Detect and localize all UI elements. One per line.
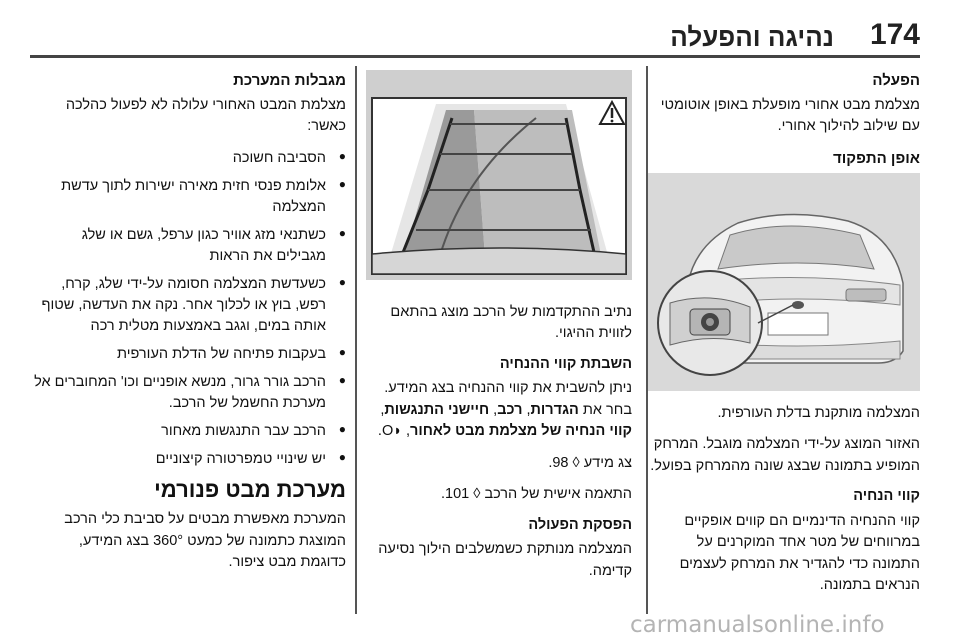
- camera-caption: המצלמה מותקנת בדלת העורפית.: [717, 404, 920, 421]
- menu-park-assist: חיישני התנגשות: [384, 401, 490, 418]
- separator: ,: [522, 401, 531, 418]
- arrow-icon: ◗: [393, 423, 402, 440]
- deactivate-guidelines-paragraph: [366, 378, 632, 442]
- middle-column: [366, 70, 632, 592]
- running-title: נהיגה והפעלה: [670, 22, 834, 52]
- path-caption: נתיב ההתקדמות של הרכב מוצג בהתאם לזווית ההיגוי.: [390, 304, 632, 342]
- deactivate-text: ניתן להשבית את קווי ההנחיה בצג המידע. בחר את: [384, 380, 632, 418]
- section-title-function: אופן התפקוד: [833, 149, 920, 167]
- section-title-operation: הפעלה: [872, 72, 920, 89]
- panoramic-view-title: מערכת מבט פנורמי: [154, 477, 346, 503]
- list-item: ● הרכב עבר התנגשות מאחור: [30, 421, 346, 442]
- list-item: ● הרכב גורר גרור, מנשא אופניים וכו' המחוברים אל מערכת החשמל של הרכב.: [30, 372, 346, 414]
- toggle-off-icon: O: [381, 423, 394, 440]
- camera-area-paragraph: האזור המוצג על-ידי המצלמה מוגבל. המרחק המופיע בתמונה שבצג שונה מהמרחק בפועל.: [650, 436, 920, 474]
- personalization-reference: התאמה אישית של הרכב ◊ 101.: [440, 486, 632, 503]
- right-column: [648, 70, 920, 607]
- menu-vehicle: רכב: [497, 401, 523, 418]
- menu-settings: הגדרות: [530, 401, 579, 418]
- limitations-list: [30, 148, 346, 470]
- intro-paragraph: מצלמת מבט אחורי מופעלת באופן אוטומטי עם שילוב להילוך אחורי.: [660, 97, 920, 135]
- list-item: ● כשתנאי מזג אוויר כגון ערפל, גשם או שלג מגבילים את הראות: [30, 225, 346, 267]
- separator: ,: [489, 401, 498, 418]
- guidelines-paragraph: קווי ההנחיה הדינמיים הם קווים אופקיים במרווחים של מטר אחד המוקרנים על התמונה כדי להגדיר את המרחק לעצמים הנראים בתמונה.: [679, 512, 920, 594]
- deactivation-title: הפסקת הפעולה: [528, 516, 632, 533]
- left-column: [30, 70, 346, 583]
- list-item: ● אלומת פנסי חזית מאירה ישירות לתוך עדשת המצלמה: [30, 176, 346, 218]
- list-item: ● הסביבה חשוכה: [30, 148, 346, 169]
- rear-camera-location-illustration: [648, 173, 920, 391]
- menu-rear-camera-guidelines: קווי הנחיה של מצלמת מבט לאחור: [410, 423, 632, 440]
- page-header: [30, 18, 920, 58]
- panoramic-view-paragraph: המערכת מאפשרת מבטים על סביבת כלי הרכב המוצגת כתמונה של כמעט 360° בצג המידע, כדוגמת מבט ציפור.: [64, 511, 346, 571]
- page-number: 174: [869, 18, 920, 51]
- deactivate-guidelines-title: השבתת קווי ההנחיה: [499, 355, 632, 372]
- deactivation-paragraph: המצלמה מנותקת כשמשלבים הילוך נסיעה קדימה.: [378, 541, 632, 579]
- list-item: ● כשעדשת המצלמה חסומה על-ידי שלג, קרח, רפש, בוץ או לכלוך אחר. נקה את העדשה, שטוף אותה במים, וגגב באמצעות מטלית רכה: [30, 274, 346, 337]
- system-limits-intro: מצלמת המבט האחורי עלולה לא לפעול כהלכה כאשר:: [65, 97, 346, 135]
- info-display-reference: צג מידע ◊ 98.: [548, 454, 632, 471]
- list-item: ● בעקבות פתיחה של הדלת העורפית: [30, 344, 346, 365]
- period: .: [377, 423, 382, 440]
- separator: ,: [401, 423, 411, 440]
- list-item: ● יש שינויי טמפרטורה קיצוניים: [30, 449, 346, 470]
- camera-display-illustration: [366, 70, 632, 280]
- separator: ,: [380, 401, 385, 418]
- system-limits-title: מגבלות המערכת: [233, 72, 346, 89]
- watermark: carmanualsonline.info: [630, 612, 885, 638]
- guidelines-title: קווי הנחיה: [853, 488, 920, 505]
- column-divider: [355, 66, 357, 614]
